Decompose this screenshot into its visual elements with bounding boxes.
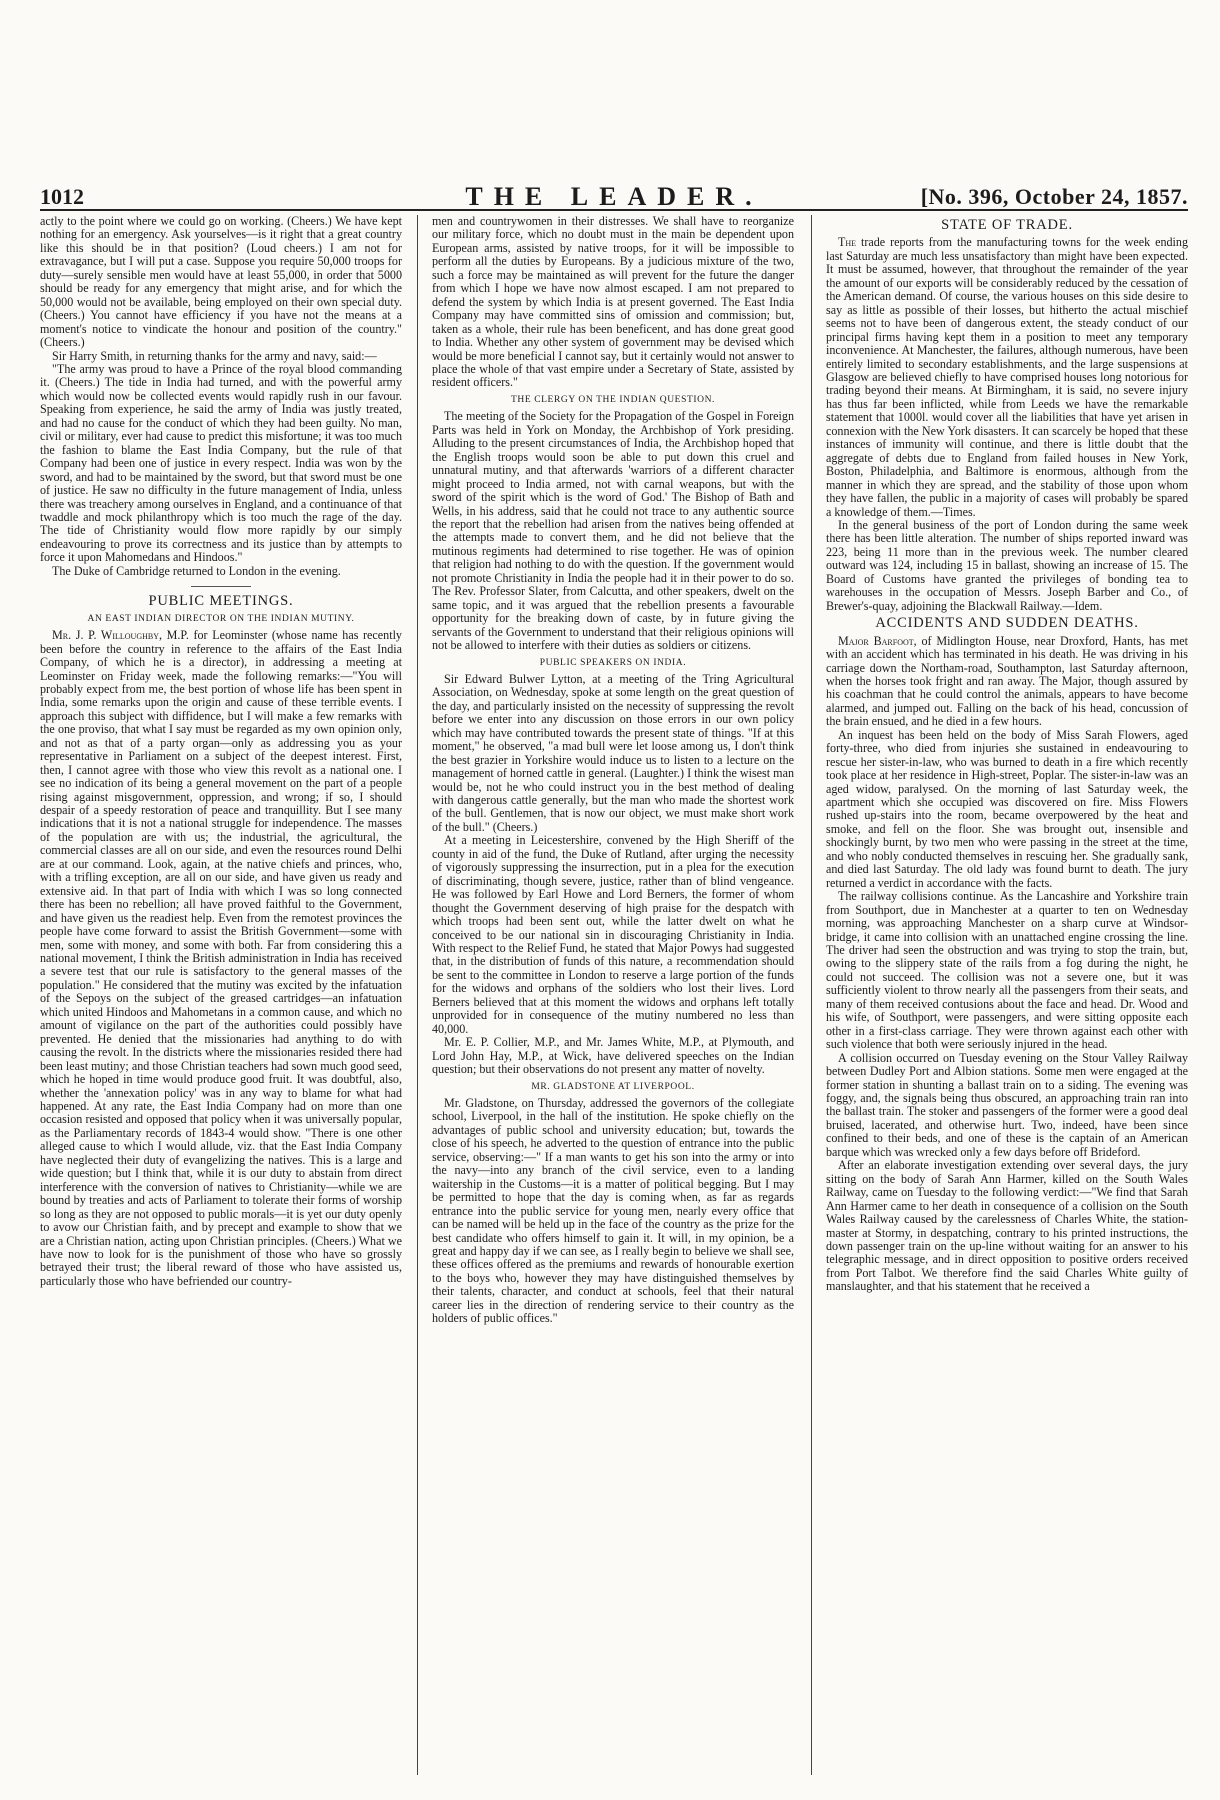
paragraph: actly to the point where we could go on working. (Cheers.) We have kept nothing for an emergency. Ask yourselves—is it right that a great country like this should be in that position? (Loud cheers.) I am not for extravagance, but I will put a case. Suppose you require 50,000 troops for duty—surely sensible men would have at least 55,000, in order that 5000 should be ready for any emergency that might arise, and for which the 50,000 would not be available, being employed on their own special duty. (Cheers.) You cannot have efficiency if you have not the means at a moment's notice to vindicate the honour and position of the country." (Cheers.) bbox=[40, 215, 402, 350]
paragraph: The meeting of the Society for the Propagation of the Gospel in Foreign Parts was held in York on Monday, the Archbishop of York presiding. Alluding to the present circumstances of India, the Archbishop hoped that the English troops would soon be able to put down this cruel and unnatural mutiny, and that afterwards 'warriors of a different character might proceed to India armed, not with carnal weapons, but with the sword of the spirit which is the word of God.' The Bishop of Bath and Wells, in his address, said that he could not trace to any authentic source the report that the rebellion had arisen from the natives being offended at the attempts made to convert them, and he did not believe that the mutinous regiments had determined to rise together. He was of opinion that religion had nothing to do with the question. If the government would not promote Christianity in India the people had it in their power to do so. The Rev. Professor Slater, from Calcutta, and other speakers, dwelt on the same topic, and it was argued that the rebellion presents a favourable opportunity for the breaking down of caste, by in future giving the servants of the Government to understand that their religious opinions will not be allowed to interfere with their duties as soldiers or citizens. bbox=[432, 409, 794, 653]
paragraph: "The army was proud to have a Prince of the royal blood commanding it. (Cheers.) The tide in India had turned, and with the powerful army which would now be collected events would rapidly rush in our favour. Speaking from experience, he said the army of India was justly treated, and had no cause for the conduct of which they had been guilty. No man, civil or military, ever had cause to predict this misfortune; it was too much the fashion to blame the East India Company, but the rule of that Company had been one of justice in every respect. India was won by the sword, and had to be maintained by the sword, but that sword must be one of justice. He saw no difficulty in the future management of India, unless there was treachery among ourselves in England, and a continuance of that twaddle and mock philanthropy which is too much the rage of the day. The tide of Christianity would flow more rapidly by our simply endeavouring to prove its correctness and its justice than by attempts to force it upon Mahomedans and Hindoos." bbox=[40, 361, 402, 565]
paragraph: Mr. Gladstone, on Thursday, addressed the governors of the collegiate school, Liverpool, in the hall of the institution. He spoke chiefly on the advantages of public school and university education; but, towards the close of his speech, he adverted to the question of entrance into the public service, observing:—" If a man wants to get his son into the army or into the navy—into any branch of the civil service, even to a landing waitership in the Customs—it is a matter of political begging. But I may be permitted to hope that the day is coming when, as far as regards entrance into the public service for young men, nearly every office that can be named will be held up in the face of the country as the prize for the best candidate who offers himself to gain it. It will, in my opinion, be a great and happy day if we can see, as I really begin to believe we shall see, these offices offered as the premiums and rewards of honourable exertion to the boys who, however they may have distinguished themselves by their talents, character, and conduct at schools, feel that their natural career lies in the direction of rendering service to their country as the holders of public offices." bbox=[432, 1096, 794, 1326]
column-1 bbox=[40, 215, 402, 1775]
subheading: AN EAST INDIAN DIRECTOR ON THE INDIAN MUTINY. bbox=[87, 613, 355, 624]
lead-name: Mr. J. P. Willoughby bbox=[52, 628, 159, 643]
paper-title: THE LEADER. bbox=[465, 182, 763, 211]
subheading: MR. GLADSTONE AT LIVERPOOL. bbox=[531, 1081, 695, 1092]
paragraph: At a meeting in Leicestershire, convened by the High Sheriff of the county in aid of the fund, the Duke of Rutland, after urging the necessity of vigorously suppressing the insurrection, put in a plea for the execution of discriminating, though severe, justice, rather than of blind vengeance. He was followed by Earl Howe and Lord Berners, the former of whom thought the Government deserving of high praise for the despatch with which troops had been sent out, while the latter dwelt on what he conceived to be our national sin in discouraging Christianity in India. With respect to the Relief Fund, he stated that Major Powys had suggested that, in the distribution of funds of this nature, a recommendation should be sent to the committee in London to reserve a large portion of the funds for the widows and orphans of the soldiers who lost their lives. Lord Berners believed that at this moment the widows and orphans left totally unprovided for in consequence of the mutiny numbered no less than 40,000. bbox=[432, 833, 794, 1036]
paragraph: Sir Harry Smith, in returning thanks for the army and navy, said:— bbox=[52, 348, 377, 363]
section-heading: PUBLIC MEETINGS. bbox=[148, 593, 294, 610]
section-divider bbox=[191, 586, 251, 587]
issue-date: [No. 396, October 24, 1857. bbox=[920, 184, 1188, 209]
paragraph-body: , M.P. for Leominster (whose name has recently been before the country in reference to the affairs of the East India Company, of which he is a director), in addressing a meeting at Leominster on Friday week, made the following remarks:—"You will probably expect from me, the best portion of whose life has been spent in India, some remarks upon the origin and cause of these terrible events. I approach this subject with diffidence, but I will make a few remarks with the one proviso, that what I say must be regarded as my own opinion only, and not as that of a party organ—only as addressing you as your representative in Parliament on a subject of the deepest interest. First, then, I cannot agree with those who view this revolt as a national one. I see no indication of its being a general movement on the part of a people rising against misgovernment, oppression, and wrong; if so, I should despair of a speedy restoration of peace and tranquillity. But I see many indications that it is not a national struggle for independence. The masses of the population are with us; the industrial, the agricultural, the commercial classes are all on our side, and even the resources round Delhi are at our command. Look, again, at the native chiefs and princes, who, with a trifling exception, are all on our side, and have given us ready and extensive aid. In that part of India with which I was so long connected there has been no rebellion; all have proved faithful to the Government, and have given us the readiest help. Even from the remotest provinces the people have come forward to assist the British Government—some with men, some with money, and some with both. Far from considering this a national movement, I think the British administration in India has received a severe test that our rule is satisfactory to the general masses of the population." He considered that the mutiny was excited by the infatuation of the Sepoys on the subject of the greased cartridges—an infatuation which united Hindoos and Mahometans in a common cause, and which no amount of vigilance on the part of the authorities could possibly have prevented. He denied that the missionaries had anything to do with causing the revolt. In the districts where the missionaries resided there had been least mutiny; and those Christian teachers had sown much good seed, which he hoped in time would produce good fruit. It was doubtful, also, whether the 'annexation policy' was in any way to blame for what had happened. At any rate, the East India Company had on more than one occasion resisted and opposed that policy when it was universally popular, as the Parliamentary records of 1843-4 would show. "There is one other alleged cause to which I would allude, viz. that the East India Company have neglected their duty of evangelizing the natives. This is a large and wide question; but I think that, while it is our duty to abstain from direct interference with the conversion of natives to Christianity—while we are bound by treaties and acts of Parliament to tolerate their forms of worship so long as they are not opposed to public morals—it is yet our duty openly to avow our Christian faith, and by precept and example to show that we are a Christian nation, acting upon Christian principles. (Cheers.) What we have now to look for is the punishment of those who have so grossly betrayed their trust; the liberal reward of those who have assisted us, particularly those who have befriended our country- bbox=[40, 628, 402, 1288]
lead-name: Major Barfoot bbox=[838, 633, 914, 648]
paragraph: In the general business of the port of London during the same week there has been little alteration. The number of ships reported inward was 223, being 11 more than in the previous week. The number cleared outward was 124, including 15 in ballast, showing an increase of 15. The Board of Customs have granted the privileges of bonding tea to warehouses in the occupation of Messrs. Joseph Barber and Co., of Brewer's-quay, adjoining the Blackwall Railway.—Idem. bbox=[826, 517, 1188, 613]
paragraph bbox=[826, 236, 1188, 519]
section-heading: STATE OF TRADE. bbox=[941, 217, 1073, 233]
page-number: 1012 bbox=[40, 184, 84, 209]
paragraph: Sir Edward Bulwer Lytton, at a meeting of the Tring Agricultural Association, on Wednesday, spoke at some length on the great question of the day, and particularly insisted on the necessity of suppressing the revolt before we enter into any discussion on those errors in our own policy which may have contributed towards the present state of things. "If at this moment," he observed, "a mad bull were let loose among us, I don't think the best grazier in Yorkshire would induce us to listen to a lecture on the management of horned cattle in general. (Laughter.) I think the wisest man would be, not he who could instruct you in the best method of dealing with dangerous cattle generally, but the man who made the shortest work of the bull. Gentlemen, that is now our object, we must make short work of the bull." (Cheers.) bbox=[432, 671, 794, 834]
column-3 bbox=[826, 215, 1188, 1775]
paragraph-body: trade reports from the manufacturing towns for the week ending last Saturday are much less unsatisfactory than might have been expected. It must be assumed, however, that throughout the remainder of the year the amount of our exports will be considerably reduced by the cessation of the American demand. Of course, the various houses on this side desire to say as little as possible of their losses, but hitherto the actual mischief seems not to have been of dangerous extent, the steady conduct of our principal firms having kept them in a position to meet any temporary inconvenience. At Manchester, the failures, although numerous, have been entirely limited to secondary establishments, and the large suspensions at Glasgow are believed chiefly to have comprised houses long notorious for trading beyond their means. At Birmingham, it is said, no severe injury has thus far been inflicted, while from Leeds we have the remarkable statement that 1000l. would cover all the liabilities that have yet arisen in connexion with the New York disasters. It can scarcely be hoped that these instances of immunity will continue, and there is little doubt that the aggregate of debts due to England from failed houses in New York, Boston, Philadelphia, and Baltimore is enormous, although from the manner in which they are spread, and the stability of those upon whom they have fallen, the public in a majority of cases will probably be spared a knowledge of them.—Times. bbox=[826, 235, 1188, 519]
paragraph: The railway collisions continue. As the Lancashire and Yorkshire train from Southport, due in Manchester at a quarter to ten on Wednesday morning, was approaching Manchester on a sharp curve at Windsor-bridge, it came into collision with an unattached engine crossing the line. The driver had seen the obstruction and was trying to stop the train, but, owing to the slippery state of the rails from a fog during the night, he could not succeed. The collision was not a severe one, but it was sufficiently violent to throw nearly all the passengers from their seats, and many of them received contusions about the face and head. Dr. Wood and his wife, of Southport, were passengers, and were sitting opposite each other in a first-class carriage. They were thrown against each other with such violence that both were seriously injured in the head. bbox=[826, 889, 1188, 1052]
paragraph bbox=[826, 635, 1188, 729]
paragraph: After an elaborate investigation extending over several days, the jury sitting on the body of Sarah Ann Harmer, killed on the South Wales Railway, came on Tuesday to the following verdict:—"We find that Sarah Ann Harmer came to her death in consequence of a collision on the South Wales Railway caused by the carelessness of Charles White, the station-master at Stormy, in despatching, contrary to his printed instructions, the down passenger train on the up-line without waiting for an answer to his telegraphic message, and in direct opposition to positive orders received from Port Talbot. We therefore find the said Charles White guilty of manslaughter, and that his statement that he received a bbox=[826, 1158, 1188, 1294]
subheading: PUBLIC SPEAKERS ON INDIA. bbox=[539, 657, 687, 668]
paragraph bbox=[40, 629, 402, 1288]
paragraph-body: , of Midlington House, near Droxford, Hants, has met with an accident which has terminated in his death. He was driving in his carriage down the Northam-road, Southampton, last Saturday afternoon, when the horses took fright and ran away. The Major, though assured by his coachman that he could control the animals, appears to have become alarmed, and jumped out. Falling on the back of his head, concussion of the brain ensued, and he died in a few hours. bbox=[826, 633, 1188, 729]
section-heading: ACCIDENTS AND SUDDEN DEATHS. bbox=[875, 615, 1139, 632]
paragraph: A collision occurred on Tuesday evening on the Stour Valley Railway between Dudley Port and Albion stations. Some men were engaged at the former station in shunting a ballast train on to a siding. The evening was foggy, and, the signals being thus obscured, an approaching train ran into the ballast train. The stoker and passengers of the former were a good deal bruised, lacerated, and otherwise hurt. Two, indeed, have been since confined to their beds, and one of these is the captain of an American barque which was wrecked only a few days before off Brideford. bbox=[826, 1050, 1188, 1159]
lead-word: The bbox=[838, 235, 857, 250]
masthead bbox=[40, 182, 1188, 211]
column-2 bbox=[432, 215, 794, 1775]
column-rule bbox=[811, 215, 812, 1775]
paragraph: men and countrywomen in their distresses. We shall have to reorganize our military force, which no doubt must in the main be dependent upon European arms, assisted by native troops, for it will be impossible to perform all the duties by Europeans. By a judicious mixture of the two, such a force may be maintained as will prevent for the future the danger from which I hope we have now almost escaped. I am not prepared to defend the system by which India is at present governed. The East India Company may have committed sins of omission and commission; but, taken as a whole, their rule has been beneficent, and has done great good to India. Whether any other system of government may be devised which would be more beneficial I cannot say, but it certainly would not answer to place the whole of that vast empire under a Secretary of State, assisted by resident officers." bbox=[432, 215, 794, 390]
paragraph: An inquest has been held on the body of Miss Sarah Flowers, aged forty-three, who died from injuries she sustained in endeavouring to rescue her sister-in-law, who was burned to death in a fire which recently took place at her residence in High-street, Poplar. The sister-in-law was an aged widow, paralysed. On the morning of last Saturday week, the apartment which she occupied was discovered on fire. Miss Flowers rushed up-stairs into the room, became overpowered by the heat and smoke, and fell on the floor. She was brought out, insensible and shockingly burnt, by two men who were passing in the street at the time, and who nobly conducted themselves in rescuing her. She gradually sank, and died last Saturday. The old lady was found burnt to death. The jury returned a verdict in accordance with the facts. bbox=[826, 727, 1188, 890]
column-rule bbox=[417, 215, 418, 1775]
subheading: THE CLERGY ON THE INDIAN QUESTION. bbox=[510, 394, 716, 405]
paragraph: Mr. E. P. Collier, M.P., and Mr. James White, M.P., at Plymouth, and Lord John Hay, M.P., at Wick, have delivered speeches on the Indian question; but their observations do not present any matter of novelty. bbox=[432, 1035, 794, 1077]
paragraph: The Duke of Cambridge returned to London in the evening. bbox=[52, 563, 341, 578]
